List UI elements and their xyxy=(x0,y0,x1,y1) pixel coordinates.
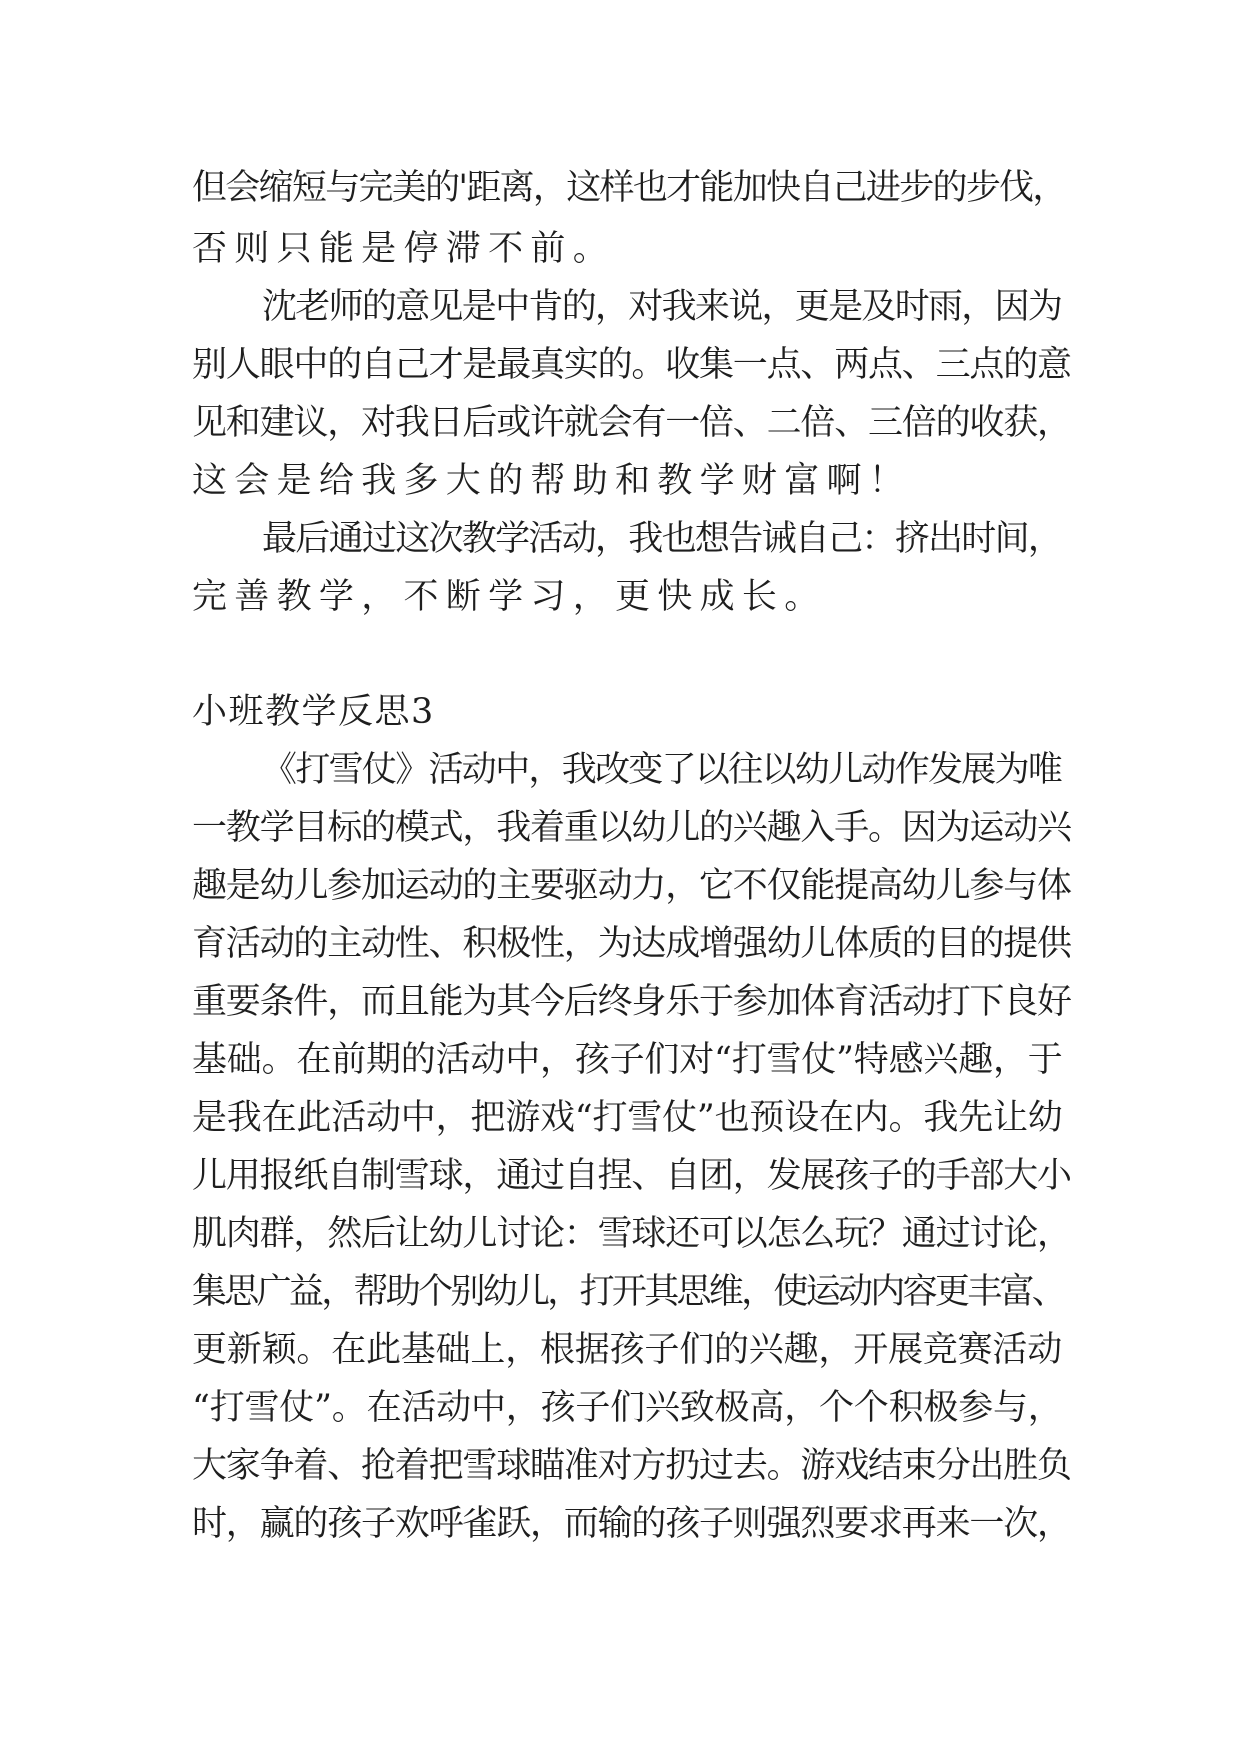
text-line: 时，赢的孩子欢呼雀跃，而输的孩子则强烈要求再来一次， xyxy=(192,1504,1071,1544)
section-heading: 小班教学反思3 xyxy=(192,692,435,732)
text-line: 基础。在前期的活动中，孩子们对“打雪仗”特感兴趣，于 xyxy=(192,1040,1063,1080)
text-line: 完善教学，不断学习，更快成长。 xyxy=(192,577,827,617)
text-line: 是我在此活动中，把游戏“打雪仗”也预设在内。我先让幼 xyxy=(192,1098,1063,1138)
text-line: 更新颖。在此基础上，根据孩子们的兴趣，开展竞赛活动 xyxy=(192,1330,1063,1370)
text-line: 一教学目标的模式，我着重以幼儿的兴趣入手。因为运动兴 xyxy=(192,808,1071,848)
paragraph-first-line: 沈老师的意见是中肯的，对我来说，更是及时雨，因为 xyxy=(262,287,1062,327)
text-line: 重要条件，而且能为其今后终身乐于参加体育活动打下良好 xyxy=(192,982,1071,1022)
text-line: 育活动的主动性、积极性，为达成增强幼儿体质的目的提供 xyxy=(192,924,1071,964)
text-line: 儿用报纸自制雪球，通过自捏、自团，发展孩子的手部大小 xyxy=(192,1156,1071,1196)
text-line: 但会缩短与完美的'距离，这样也才能加快自己进步的步伐， xyxy=(192,168,1066,208)
text-line: 大家争着、抢着把雪球瞄准对方扔过去。游戏结束分出胜负 xyxy=(192,1446,1071,1486)
paragraph-first-line: 《打雪仗》活动中，我改变了以往以幼儿动作发展为唯 xyxy=(262,750,1062,790)
text-line: 别人眼中的自己才是最真实的。收集一点、两点、三点的意 xyxy=(192,345,1071,385)
text-line: 集思广益，帮助个别幼儿，打开其思维，使运动内容更丰富、 xyxy=(192,1272,1065,1312)
paragraph-first-line: 最后通过这次教学活动，我也想告诫自己：挤出时间， xyxy=(262,519,1062,559)
text-line: 这会是给我多大的帮助和教学财富啊！ xyxy=(192,461,912,501)
text-line: “打雪仗”。在活动中，孩子们兴致极高，个个积极参与， xyxy=(192,1388,1063,1428)
text-line: 趣是幼儿参加运动的主要驱动力，它不仅能提高幼儿参与体 xyxy=(192,866,1071,906)
text-line: 肌肉群，然后让幼儿讨论：雪球还可以怎么玩？通过讨论， xyxy=(192,1214,1071,1254)
text-line: 否则只能是停滞不前。 xyxy=(192,229,616,269)
text-line: 见和建议，对我日后或许就会有一倍、二倍、三倍的收获， xyxy=(192,403,1071,443)
